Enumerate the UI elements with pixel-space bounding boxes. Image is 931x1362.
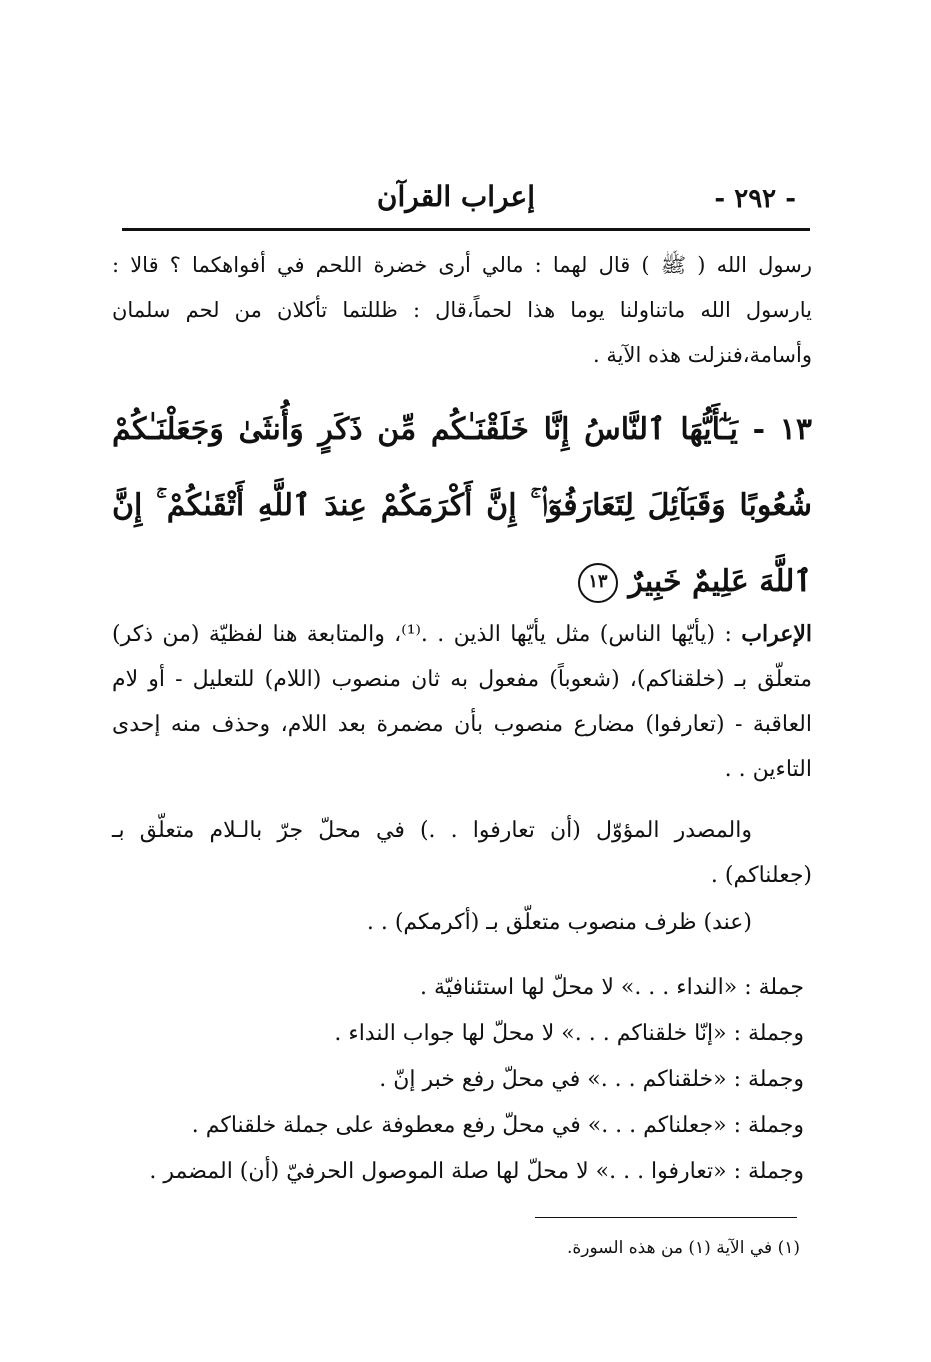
- quran-verse: [112, 392, 812, 620]
- irab-label: الإعراب: [741, 621, 812, 647]
- book-title: إعراب القرآن: [376, 180, 535, 213]
- intro-paragraph: رسول الله ( ﷺ ) قال لهما : مالي أرى خضرة اللحم في أفواهكما ؟ قالا : يارسول الله ماتناولنا يوما هذا لحماً،قال : ظللتما تأكلان من لحم سلمان وأسامة،فنزلت هذه الآية .: [112, 253, 812, 367]
- footnote: (١) في الآية (١) من هذه السورة.: [566, 1238, 800, 1258]
- irab-paragraph: [112, 612, 812, 792]
- page-header: [122, 180, 810, 224]
- verse-number: ١٣ -: [752, 412, 812, 447]
- sentences-list: [112, 965, 812, 1195]
- verse-text: يَـٰٓأَيُّهَا ٱلنَّاسُ إِنَّا خَلَقْنَـٰكُم مِّن ذَكَرٍ وَأُنثَىٰ وَجَعَلْنَـٰكُمْ شُعُوبًا وَقَبَآئِلَ لِتَعَارَفُوٓا۟ ۚ إِنَّ أَكْرَمَكُمْ عِندَ ٱللَّهِ أَتْقَىٰكُمْ ۚ إِنَّ ٱللَّهَ عَلِيمٌ خَبِيرٌ: [112, 412, 812, 599]
- irab-text: : (يأيّها الناس) مثل يأيّها الذين . .⁽¹⁾، والمتابعة هنا لفظيّة (من ذكر) متعلّق بـ (خلقناكم)، (شعوباً) مفعول به ثان منصوب (اللام) للتعليل - أو لام العاقبة - (تعارفوا) مضارع منصوب بأن مضمرة بعد اللام، وحذف منه إحدى التاءين . .: [112, 622, 812, 782]
- sentence-item: وجملة : «خلقناكم . . .» في محلّ رفع خبر إنّ .: [379, 1067, 804, 1092]
- page-number: - ٢٩٢ -: [714, 184, 796, 214]
- zarf-paragraph: (عند) ظرف منصوب متعلّق بـ (أكرمكم) . .: [366, 910, 752, 935]
- header-rule: [122, 228, 810, 231]
- sentence-item: وجملة : «إنّا خلقناكم . . .» لا محلّ لها جواب النداء .: [334, 1021, 804, 1046]
- footnote-rule: [535, 1217, 797, 1218]
- sentence-item: جملة : «النداء . . .» لا محلّ لها استئنافيّة .: [420, 975, 804, 1000]
- sentence-item: وجملة : «جعلناكم . . .» في محلّ رفع معطوفة على جملة خلقناكم .: [191, 1113, 804, 1138]
- sentence-item: وجملة : «تعارفوا . . .» لا محلّ لها صلة الموصول الحرفيّ (أن) المضمر .: [149, 1159, 804, 1184]
- masdar-paragraph: والمصدر المؤوّل (أن تعارفوا . .) في محلّ جرّ بالـلام متعلّق بـ (جعلناكم) .: [112, 818, 812, 888]
- ayah-end-mark: ١٣: [578, 563, 618, 603]
